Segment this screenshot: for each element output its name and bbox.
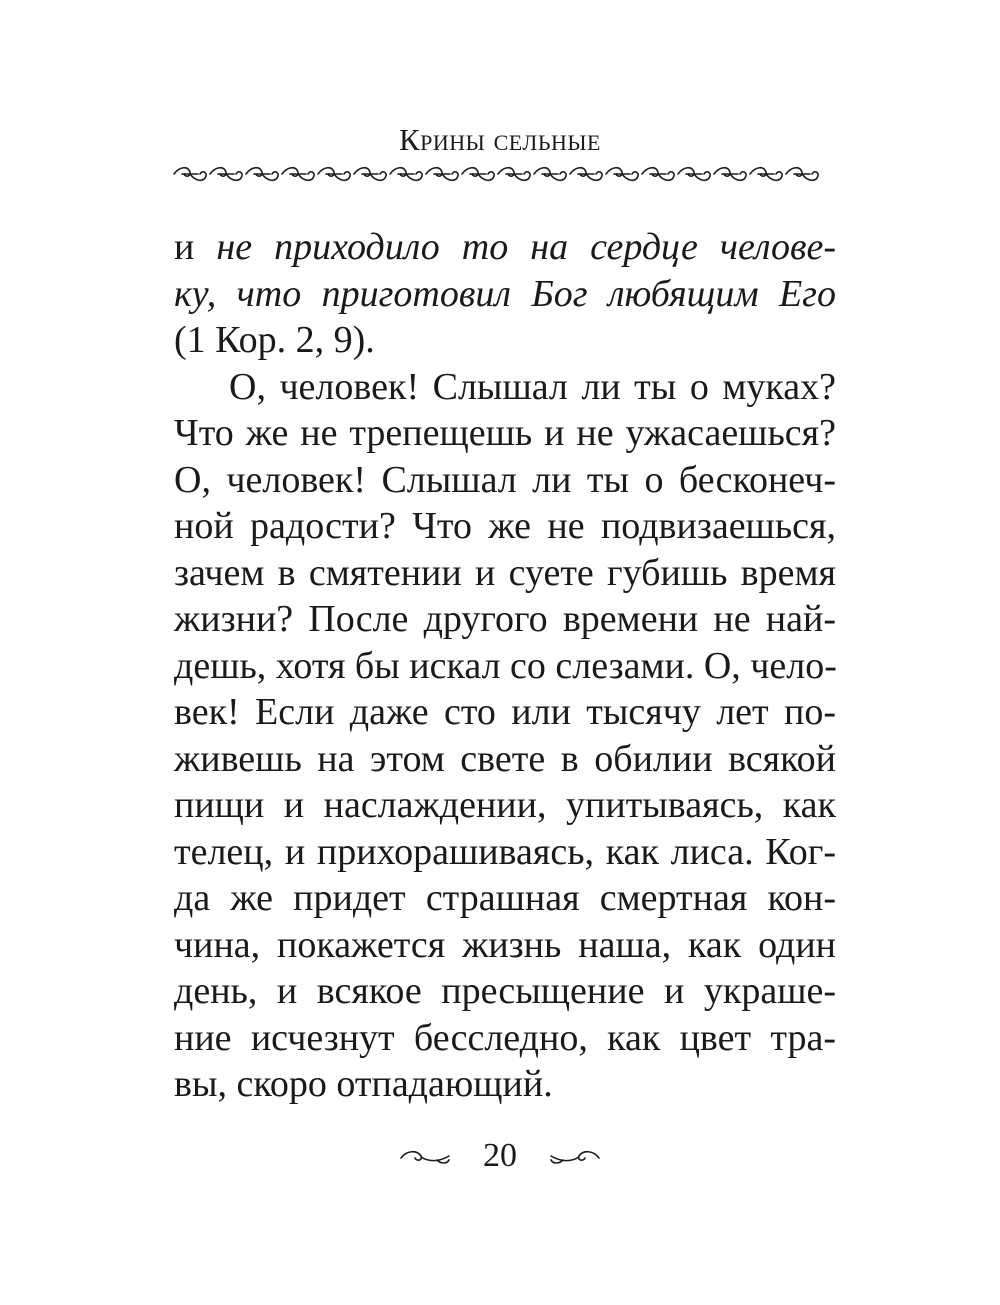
text-run: ние исчезнут бесследно, как цвет тра- bbox=[174, 1016, 836, 1059]
text-line bbox=[174, 1015, 836, 1062]
page-number: 20 bbox=[483, 1137, 517, 1174]
text-run: да же придет страшная смертная кон- bbox=[174, 877, 836, 919]
text-run: зачем в смятении и суете губишь время bbox=[174, 551, 836, 594]
text-run: чина, покажется жизнь наша, как один bbox=[174, 923, 836, 966]
text-run: О, человек! Слышал ли ты о бесконеч- bbox=[174, 458, 836, 501]
text-line bbox=[174, 271, 836, 318]
ornamental-rule bbox=[172, 162, 830, 186]
text-line bbox=[174, 922, 836, 969]
text-line bbox=[174, 968, 836, 1015]
text-line bbox=[174, 550, 836, 597]
body-text bbox=[174, 224, 836, 1108]
scripture-reference: (1 Кор. 2, 9). bbox=[174, 319, 375, 361]
text-line bbox=[174, 317, 836, 364]
scripture-quote: ку, что приготовил Бог любящим Его bbox=[174, 272, 836, 315]
text-run: дешь, хотя бы искал со слезами. О, чело- bbox=[174, 644, 837, 687]
text-line bbox=[174, 1061, 836, 1108]
text-line bbox=[174, 736, 836, 783]
text-run: и bbox=[174, 226, 217, 268]
text-line bbox=[174, 829, 836, 876]
right-flourish-icon bbox=[547, 1146, 603, 1166]
text-run: телец, и прихорашиваясь, как лиса. Ког- bbox=[174, 830, 836, 873]
text-line bbox=[174, 457, 836, 504]
text-line bbox=[174, 782, 836, 829]
text-line bbox=[174, 875, 836, 922]
text-line bbox=[174, 224, 836, 271]
text-line bbox=[174, 643, 836, 690]
text-run: вы, скоро отпадающий. bbox=[174, 1063, 553, 1105]
left-flourish-icon bbox=[397, 1146, 453, 1166]
text-run: век! Если даже сто или тысячу лет по- bbox=[174, 691, 836, 733]
text-run: живешь на этом свете в обилии всякой bbox=[174, 737, 836, 780]
text-line bbox=[174, 410, 836, 457]
text-line bbox=[174, 364, 836, 411]
scripture-quote: не приходило то на сердце челове- bbox=[216, 226, 836, 268]
text-line bbox=[174, 689, 836, 736]
text-line bbox=[174, 596, 836, 643]
text-run: ной радости? Что же не подвизаешься, bbox=[174, 505, 836, 547]
text-run: пищи и наслаждении, упитываясь, как bbox=[174, 784, 836, 826]
text-run: жизни? После другого времени не най- bbox=[174, 598, 836, 640]
text-run: Что же не трепещешь и не ужасаешься? bbox=[174, 412, 836, 454]
text-line bbox=[174, 503, 836, 550]
text-run: день, и всякое пресыщение и украше- bbox=[174, 970, 836, 1012]
page-footer bbox=[0, 1134, 1000, 1178]
text-run: О, человек! Слышал ли ты о муках? bbox=[229, 365, 836, 408]
running-title: Крины сельные bbox=[398, 122, 601, 157]
